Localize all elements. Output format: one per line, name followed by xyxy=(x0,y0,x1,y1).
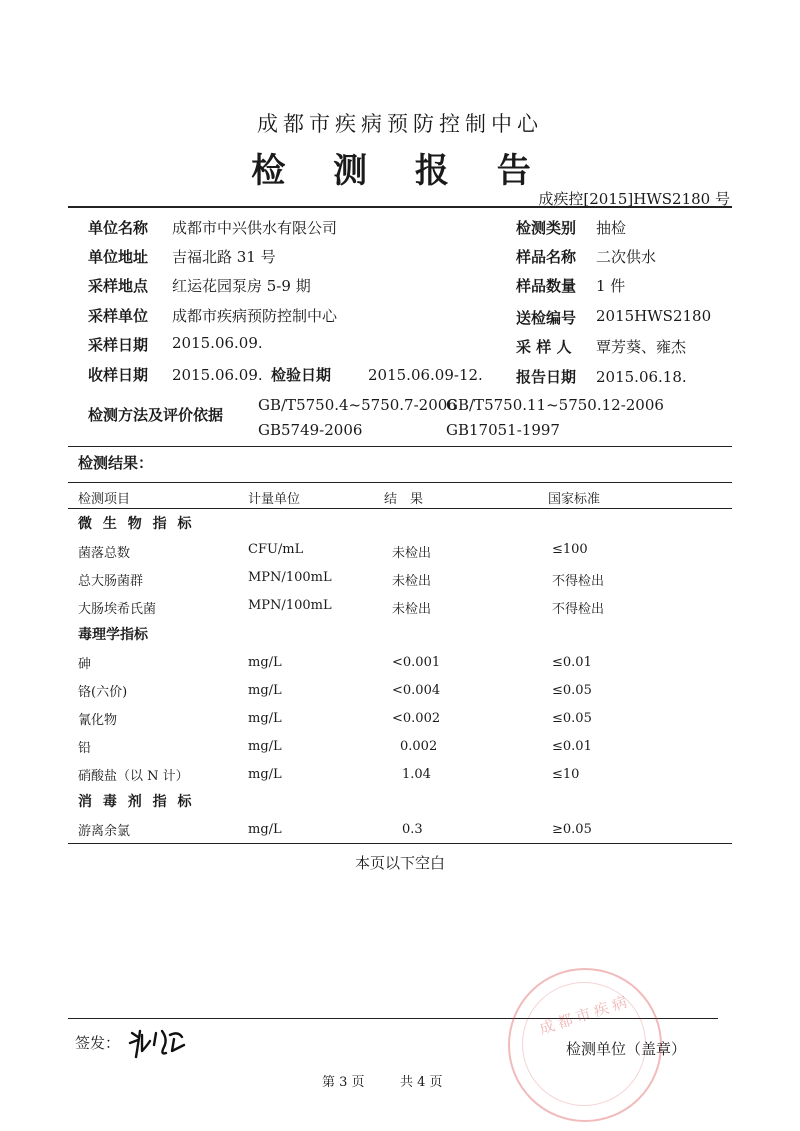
section-title: 毒理学指标 xyxy=(78,627,148,643)
row-standard: ≤0.05 xyxy=(552,683,592,698)
receive-date-value: 2015.06.09. xyxy=(172,366,263,384)
section-title: 消 毒 剂 指 标 xyxy=(78,794,195,810)
report-date-value: 2015.06.18. xyxy=(596,368,687,386)
row-result: 0.002 xyxy=(400,739,438,754)
row-item: 硝酸盐（以 N 计） xyxy=(78,769,189,784)
results-title: 检测结果： xyxy=(78,454,154,472)
column-header-result: 结 果 xyxy=(384,492,424,507)
method-item: GB5749-2006 xyxy=(258,421,363,439)
row-item: 大肠埃希氏菌 xyxy=(78,602,157,617)
submission-no-value: 2015HWS2180 xyxy=(596,307,712,325)
sampling-site-value: 红运花园泵房 5-9 期 xyxy=(172,277,311,295)
row-item: 菌落总数 xyxy=(78,546,131,561)
row-result: 1.04 xyxy=(402,767,431,782)
row-result: <0.004 xyxy=(392,683,441,698)
row-unit: mg/L xyxy=(248,822,282,837)
row-item: 氰化物 xyxy=(78,713,118,728)
sampler-label: 采 样 人 xyxy=(516,338,572,356)
info-bottom-rule xyxy=(68,446,732,447)
row-unit: mg/L xyxy=(248,767,282,782)
section-title: 微 生 物 指 标 xyxy=(78,516,195,532)
method-item: GB17051-1997 xyxy=(446,421,560,439)
table-header-rule xyxy=(68,508,732,509)
signature xyxy=(128,1025,190,1061)
sampler-value: 覃芳葵、雍杰 xyxy=(596,338,687,356)
test-type-value: 抽检 xyxy=(596,219,627,237)
row-standard: ≥0.05 xyxy=(552,822,592,837)
row-standard: 不得检出 xyxy=(552,574,605,589)
column-header-standard: 国家标准 xyxy=(548,492,601,507)
row-result: <0.002 xyxy=(392,711,441,726)
column-header-item: 检测项目 xyxy=(78,492,131,507)
row-unit: mg/L xyxy=(248,711,282,726)
sample-name-value: 二次供水 xyxy=(596,248,657,266)
sampling-date-value: 2015.06.09. xyxy=(172,334,263,352)
row-unit: mg/L xyxy=(248,655,282,670)
test-date-value: 2015.06.09-12. xyxy=(368,366,483,384)
table-bottom-rule xyxy=(68,843,732,844)
row-item: 铬(六价) xyxy=(78,685,128,700)
test-unit-seal-label: 检测单位（盖章） xyxy=(566,1040,687,1058)
sampling-unit-value: 成都市疾病预防控制中心 xyxy=(172,307,338,325)
sampling-site-label: 采样地点 xyxy=(88,277,149,295)
end-note: 本页以下空白 xyxy=(354,854,445,872)
official-seal: 成都市疾病 xyxy=(508,968,662,1122)
row-standard: ≤0.05 xyxy=(552,711,592,726)
receive-date-label: 收样日期 xyxy=(88,366,149,384)
row-item: 铅 xyxy=(78,741,92,756)
row-standard: ≤10 xyxy=(552,767,580,782)
unit-address-label: 单位地址 xyxy=(88,248,149,266)
page-total: 共 4 页 xyxy=(400,1075,443,1090)
row-result: 0.3 xyxy=(402,822,423,837)
row-standard: ≤0.01 xyxy=(552,739,592,754)
sample-qty-value: 1 件 xyxy=(596,277,626,295)
row-item: 游离余氯 xyxy=(78,824,131,839)
row-standard: ≤0.01 xyxy=(552,655,592,670)
column-header-unit: 计量单位 xyxy=(248,492,301,507)
table-top-rule xyxy=(68,482,732,483)
sample-name-label: 样品名称 xyxy=(516,248,577,266)
method-item: GB/T5750.11~5750.12-2006 xyxy=(446,396,664,414)
sample-qty-label: 样品数量 xyxy=(516,277,577,295)
row-result: 未检出 xyxy=(392,574,432,589)
method-item: GB/T5750.4~5750.7-2006 xyxy=(258,396,457,414)
sampling-unit-label: 采样单位 xyxy=(88,307,149,325)
methods-label: 检测方法及评价依据 xyxy=(88,406,224,424)
organization-name: 成都市疾病预防控制中心 xyxy=(257,112,543,136)
row-unit: mg/L xyxy=(248,739,282,754)
report-number: 成疾控[2015]HWS2180 号 xyxy=(538,190,730,208)
row-unit: MPN/100mL xyxy=(248,570,332,585)
row-item: 总大肠菌群 xyxy=(78,574,144,589)
row-unit: mg/L xyxy=(248,683,282,698)
row-unit: MPN/100mL xyxy=(248,598,332,613)
page-number: 第 3 页 xyxy=(322,1075,365,1090)
unit-name-label: 单位名称 xyxy=(88,219,149,237)
test-type-label: 检测类别 xyxy=(516,219,577,237)
sign-label: 签发： xyxy=(75,1034,121,1052)
submission-no-label: 送检编号 xyxy=(516,309,577,327)
row-standard: ≤100 xyxy=(552,542,588,557)
report-date-label: 报告日期 xyxy=(516,368,577,386)
sampling-date-label: 采样日期 xyxy=(88,336,149,354)
row-result: 未检出 xyxy=(392,602,432,617)
test-date-label: 检验日期 xyxy=(271,366,332,384)
row-item: 砷 xyxy=(78,657,92,672)
row-result: <0.001 xyxy=(392,655,441,670)
row-unit: CFU/mL xyxy=(248,542,304,557)
header-rule xyxy=(68,206,732,208)
unit-address-value: 吉福北路 31 号 xyxy=(172,248,276,266)
report-title: 检 测 报 告 xyxy=(251,151,549,191)
unit-name-value: 成都市中兴供水有限公司 xyxy=(172,219,338,237)
row-standard: 不得检出 xyxy=(552,602,605,617)
row-result: 未检出 xyxy=(392,546,432,561)
